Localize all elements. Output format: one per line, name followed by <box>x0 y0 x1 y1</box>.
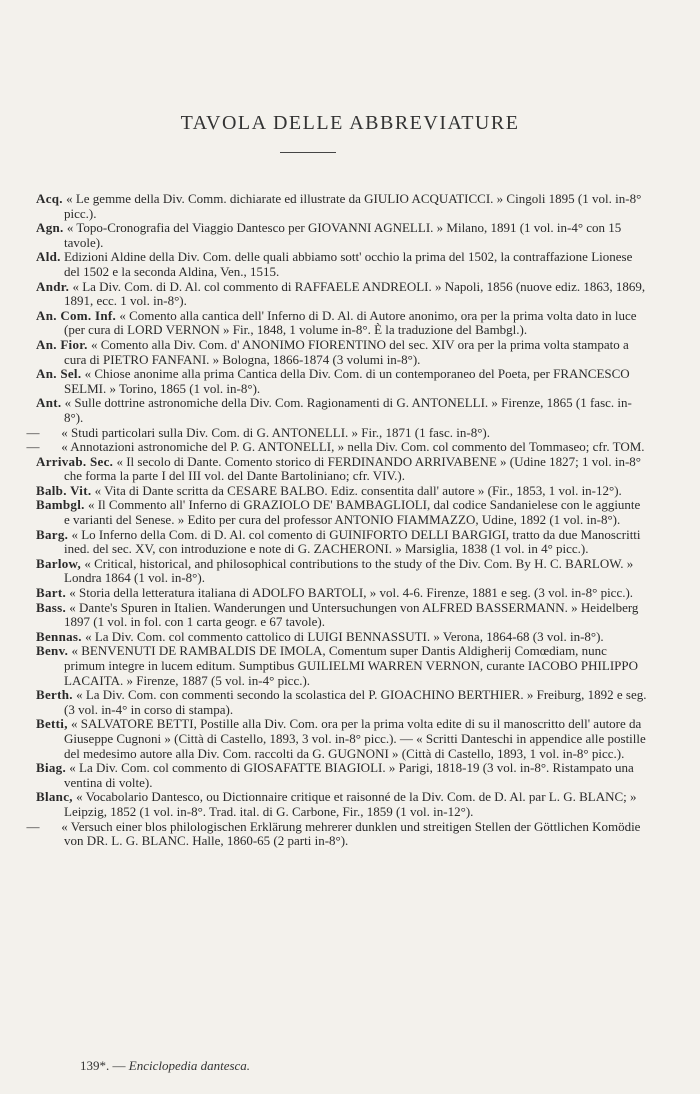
entry-text: « Studi particolari sulla Div. Com. di G. ANTONELLI. » Fir., 1871 (1 fasc. in-8°). <box>61 424 490 440</box>
entry-text: « Versuch einer blos philologischen Erklärung mehrerer dunklen und streitigen Stellen der Göttlichen Komödie von DR. L. G. BLANC. Halle, 1860-65 (2 parti in-8°). <box>61 818 641 849</box>
abbreviations-list <box>26 191 648 849</box>
entry-balb-vit <box>36 484 648 499</box>
entry-abbr: Balb. Vit. <box>36 482 92 498</box>
entry-barlow <box>36 557 648 586</box>
entry-biag <box>36 761 648 790</box>
entry-barg <box>36 528 648 557</box>
entry-abbr: An. Com. Inf. <box>36 307 117 323</box>
entry-bass <box>36 601 648 630</box>
entry-text: « Le gemme della Div. Comm. dichiarate ed illustrate da GIULIO ACQUATICCI. » Cingoli 1895 (1 vol. in-8° picc.). <box>64 191 642 221</box>
entry-abbr: Blanc, <box>36 789 73 805</box>
entry-arrivab-sec <box>36 455 648 484</box>
entry-text: « BENVENUTI DE RAMBALDIS DE IMOLA, Comentum super Dantis Aldigherij Comœdiam, nunc primum integre in lucem editum. Sumptibus GUILIELMI WARREN VERNON, curante IACOBO PHILIPPO LACAITA. » Firenze, 1887 (5 vol. in-4° picc.). <box>64 643 638 688</box>
entry-blanc <box>36 790 648 819</box>
entry-dash: — <box>26 439 40 455</box>
entry-abbr: Bass. <box>36 599 67 615</box>
entry-text: « SALVATORE BETTI, Postille alla Div. Com. ora per la prima volta edite di su il manoscritto dell' autore da Giuseppe Cugnoni » (Città di Castello, 1893, 3 vol. in-8° picc.). — « Scritti Danteschi in appendice alle postille del medesimo autore alla Div. Com. raccolti da G. GUGNONI » (Città di Castello, 1893, 1 vol. in-8° picc.). <box>64 716 646 761</box>
entry-text: « Comento alla cantica dell' Inferno di D. Al. di Autore anonimo, ora per la prima volta dato in luce (per cura di LORD VERNON » Fir., 1848, 1 volume in-8°. È la traduzione del Bambgl.). <box>64 307 637 338</box>
entry-abbr: Agn. <box>36 220 64 236</box>
entry-text: « Chiose anonime alla prima Cantica della Div. Com. di un contemporaneo del Poeta, per FRANCESCO SELMI. » Torino, 1865 (1 vol. in-8°). <box>64 366 630 396</box>
entry-acq <box>36 192 648 221</box>
entry-abbr: Benv. <box>36 643 69 659</box>
footer-page-number: 139*. — <box>80 1058 126 1073</box>
entry-text: Edizioni Aldine della Div. Com. delle quali abbiamo sott' occhio la prima del 1502, la contraffazione Lionese del 1502 e la seconda Aldina, Ven., 1515. <box>63 249 633 279</box>
entry-text: « Vita di Dante scritta da CESARE BALBO. Ediz. consentita dall' autore » (Fir., 1853, 1 vol. in-12°). <box>94 482 622 498</box>
entry-ald <box>36 250 648 279</box>
entry-dash: — <box>26 818 40 834</box>
entry-text: « La Div. Com. di D. Al. col commento di RAFFAELE ANDREOLI. » Napoli, 1856 (nuove ediz. 1863, 1869, 1891, ecc. 1 vol. in-8°). <box>64 278 646 309</box>
entry-text: « La Div. Com. col commento cattolico di LUIGI BENNASSUTI. » Verona, 1864-68 (3 vol. in-8°). <box>85 628 604 644</box>
entry-dash: — <box>26 424 40 440</box>
footer-work-title: Enciclopedia dantesca. <box>128 1058 251 1073</box>
entry-abbr: Bart. <box>36 585 67 601</box>
entry-abbr: Barg. <box>36 526 69 542</box>
entry-ant-2 <box>26 424 648 441</box>
entry-text: « Dante's Spuren in Italien. Wanderungen und Untersuchungen von ALFRED BASSERMANN. » Heidelberg 1897 (1 vol. in fol. con 1 carta geogr. e 67 tavole). <box>64 599 639 630</box>
entry-abbr: Ant. <box>36 395 62 411</box>
entry-abbr: Barlow, <box>36 555 82 571</box>
entry-andr <box>36 280 648 309</box>
entry-text: « La Div. Com. con commenti secondo la scolastica del P. GIOACHINO BERTHIER. » Freiburg, 1892 e seg. (3 vol. in-4° in corso di stampa). <box>64 687 647 717</box>
entry-abbr: Biag. <box>36 760 67 776</box>
entry-text: « Critical, historical, and philosophical contributions to the study of the Div. Com. By H. C. BARLOW. » Londra 1864 (1 vol. in-8°). <box>64 555 634 586</box>
page-title: TAVOLA DELLE ABBREVIATURE <box>180 112 520 134</box>
entry-text: « Lo Inferno della Com. di D. Al. col comento di GUINIFORTO DELLI BARGIGI, tratto da due Manoscritti ined. del sec. XV, con introduzione e note di G. ZACHERONI. » Marsiglia, 1838 (1 vol. in 4° picc.). <box>64 526 641 557</box>
entry-an-com-inf <box>36 309 648 338</box>
page-footer <box>80 1058 250 1074</box>
entry-text: « Topo-Cronografia del Viaggio Dantesco per GIOVANNI AGNELLI. » Milano, 1891 (1 vol. in-4° con 15 tavole). <box>64 220 622 250</box>
entry-agn <box>36 221 648 250</box>
entry-text: « Storia della letteratura italiana di ADOLFO BARTOLI, » vol. 4-6. Firenze, 1881 e seg. (3 vol. in-8° picc.). <box>69 585 634 601</box>
entry-abbr: Berth. <box>36 687 73 703</box>
entry-benv <box>36 644 648 688</box>
entry-an-sel <box>36 367 648 396</box>
entry-bambgl <box>36 498 648 527</box>
entry-text: « Sulle dottrine astronomiche della Div. Com. Ragionamenti di G. ANTONELLI. » Firenze, 1865 (1 fasc. in-8°). <box>64 395 632 425</box>
entry-text: « Il Commento all' Inferno di GRAZIOLO DE' BAMBAGLIOLI, dal codice Sandanielese con le aggiunte e varianti del Senese. » Edito per cura del professor ANTONIO FIAMMAZZO, Udine, 1892 (1 vol. in-8°). <box>64 497 641 528</box>
entry-blanc-2 <box>26 818 648 849</box>
entry-text: « Il secolo di Dante. Comento storico di FERDINANDO ARRIVABENE » (Udine 1827; 1 vol. in-8° che forma la parte I del III vol. del Dante Bartoliniano; cfr. VIV.). <box>64 453 642 484</box>
entry-ant-3 <box>26 439 648 455</box>
entry-betti <box>36 717 648 761</box>
entry-text: « Annotazioni astronomiche del P. G. ANTONELLI, » nella Div. Com. col commento del Tommaseo; cfr. TOM. <box>61 439 645 455</box>
entry-abbr: Arrivab. Sec. <box>36 453 114 469</box>
entry-abbr: Andr. <box>36 278 70 294</box>
entry-bennas <box>36 630 648 645</box>
entry-abbr: Acq. <box>36 191 63 206</box>
title-rule <box>280 152 336 153</box>
entry-bart <box>36 586 648 601</box>
entry-abbr: Betti, <box>36 716 68 732</box>
entry-an-fior <box>36 338 648 367</box>
entry-abbr: Bennas. <box>36 628 82 644</box>
entry-abbr: Ald. <box>36 249 61 265</box>
entry-abbr: Bambgl. <box>36 497 85 513</box>
entry-abbr: An. Sel. <box>36 366 82 382</box>
entry-abbr: An. Fior. <box>36 336 88 352</box>
entry-text: « Vocabolario Dantesco, ou Dictionnaire critique et raisonné de la Div. Com. de D. Al. par L. G. BLANC; » Leipzig, 1852 (1 vol. in-8°. Trad. ital. di G. Carbone, Fir., 1859 (1 vol. in-12°). <box>64 789 637 819</box>
entry-berth <box>36 688 648 717</box>
entry-text: « Comento alla Div. Com. d' ANONIMO FIORENTINO del sec. XIV ora per la prima volta stampato a cura di PIETRO FANFANI. » Bologna, 1866-1874 (3 volumi in-8°). <box>64 336 629 367</box>
entry-text: « La Div. Com. col commento di GIOSAFATTE BIAGIOLI. » Parigi, 1818-19 (3 vol. in-8°. Ristampato una ventina di volte). <box>64 760 634 790</box>
entry-ant <box>36 396 648 425</box>
